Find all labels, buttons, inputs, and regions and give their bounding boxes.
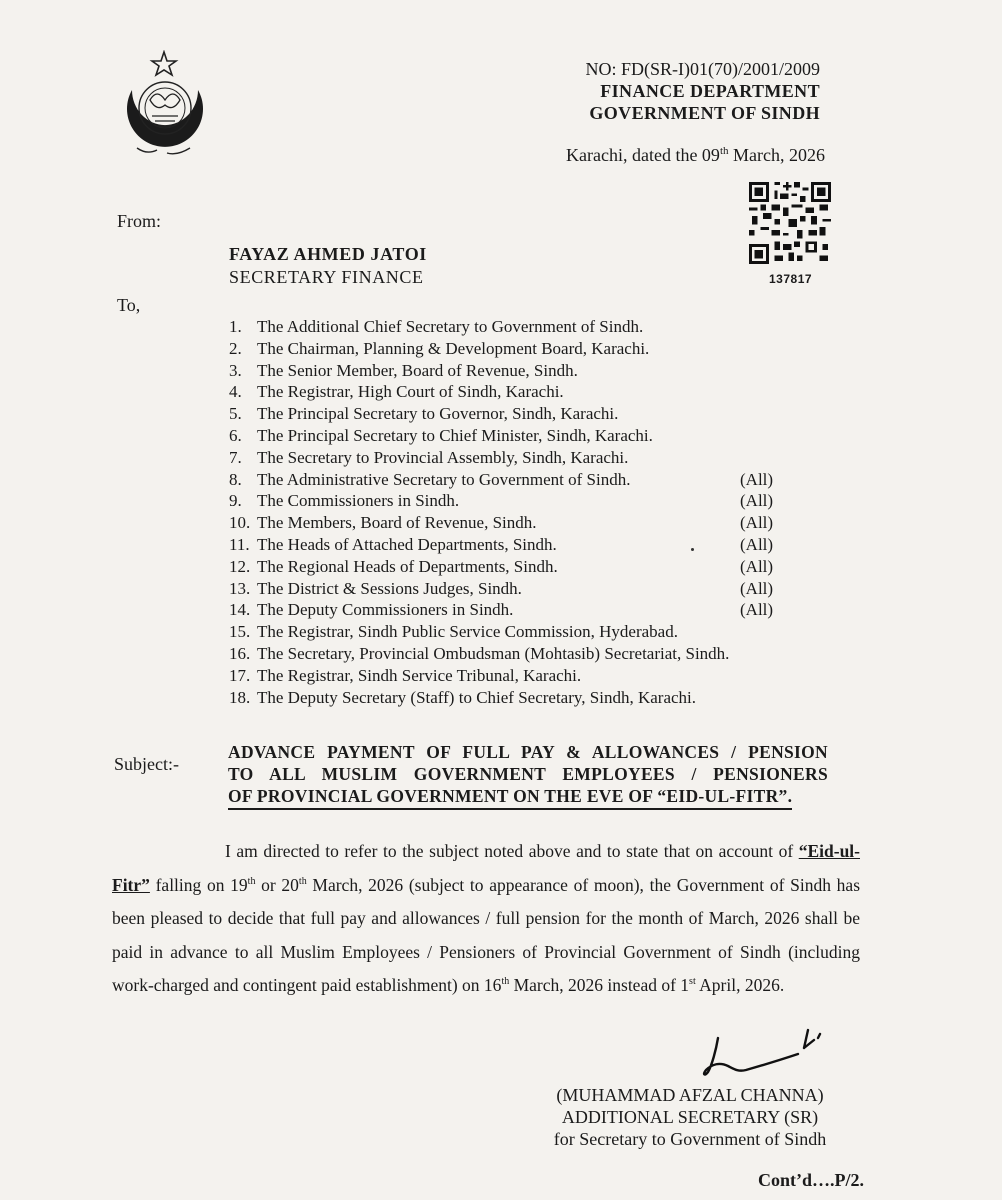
recipient-scope: (All) (740, 491, 774, 511)
recipient-item (229, 666, 789, 688)
recipient-item (229, 361, 789, 383)
letter-header (520, 58, 820, 124)
recipient-text: The Registrar, Sindh Public Service Commission, Hyderabad. (257, 622, 678, 642)
recipient-item (229, 317, 789, 339)
recipient-scope: (All) (740, 578, 774, 598)
recipient-scope: (All) (740, 600, 774, 620)
recipient-text: The Secretary to Provincial Assembly, Sindh, Karachi. (257, 447, 629, 467)
recipient-item (229, 622, 789, 644)
recipient-text: The Principal Secretary to Chief Minister, Sindh, Karachi. (257, 425, 653, 445)
recipient-text: The District & Sessions Judges, Sindh. (257, 578, 522, 598)
recipient-number: 17. (229, 665, 251, 685)
letter-body: I am directed to refer to the subject noted above and to state that on account of “Eid-ul-Fitr” falling on 19th or 20th March, 2026 (subject to appearance of moon), the Government of Sindh has been pleased to decide that full pay and allowances / full pension for the month of March, 2026 shall be paid in advance to all Muslim Employees / Pensioners of Provincial Government of Sindh (including work-charged and contingent paid establishment) on 16th March, 2026 instead of 1st April, 2026. (112, 841, 861, 995)
recipient-text: The Heads of Attached Departments, Sindh. (257, 534, 557, 554)
recipient-text: The Principal Secretary to Governor, Sindh, Karachi. (257, 404, 619, 424)
recipient-number: 15. (229, 622, 251, 642)
recipient-number: 2. (229, 338, 242, 358)
recipient-number: 16. (229, 643, 251, 663)
recipient-number: 10. (229, 513, 251, 533)
subject-line-1: ADVANCE PAYMENT OF FULL PAY & ALLOWANCES / PENSION (228, 742, 828, 762)
recipient-text: The Senior Member, Board of Revenue, Sindh. (257, 360, 578, 380)
recipient-item (229, 382, 789, 404)
recipient-item (229, 600, 789, 622)
subject-line-2: TO ALL MUSLIM GOVERNMENT EMPLOYEES / PENSIONERS (228, 764, 828, 784)
government-name: GOVERNMENT OF SINDH (589, 103, 820, 123)
recipient-number: 1. (229, 317, 242, 336)
signatory-for: for Secretary to Government of Sindh (553, 1129, 827, 1149)
recipient-text: The Deputy Secretary (Staff) to Chief Secretary, Sindh, Karachi. (257, 687, 697, 707)
recipient-item (229, 491, 789, 513)
recipient-item (229, 448, 789, 470)
recipient-scope: (All) (740, 556, 774, 576)
eid-emphasis: “Eid-ul-Fitr” (112, 841, 860, 895)
recipient-item (229, 513, 789, 535)
recipient-item (229, 644, 789, 666)
subject-label: Subject:- (114, 754, 179, 774)
signatory-title: ADDITIONAL SECRETARY (SR) (561, 1107, 819, 1127)
recipient-item (229, 535, 789, 557)
recipient-scope: (All) (740, 513, 774, 533)
recipient-scope: (All) (740, 469, 774, 489)
recipient-number: 12. (229, 556, 251, 576)
recipient-number: 4. (229, 382, 242, 402)
date-line: Karachi, dated the 09th March, 2026 (566, 145, 825, 165)
subject-line-3: OF PROVINCIAL GOVERNMENT ON THE EVE OF “EID-UL-FITR”. (228, 785, 792, 810)
sender-name: FAYAZ AHMED JATOI (229, 244, 427, 264)
recipient-item (229, 339, 789, 361)
recipient-item (229, 557, 789, 579)
recipient-item (229, 404, 789, 426)
department-name: FINANCE DEPARTMENT (600, 81, 820, 101)
signatory-name: (MUHAMMAD AFZAL CHANNA) (556, 1085, 824, 1105)
recipient-number: 6. (229, 425, 242, 445)
recipient-number: 11. (229, 534, 250, 554)
recipient-text: The Deputy Commissioners in Sindh. (257, 600, 514, 620)
recipient-item (229, 470, 789, 492)
recipient-number: 7. (229, 447, 242, 467)
recipient-text: The Administrative Secretary to Government of Sindh. (257, 469, 631, 489)
reference-number: NO: FD(SR-I)01(70)/2001/2009 (585, 59, 820, 79)
to-label: To, (117, 295, 141, 315)
recipient-number: 5. (229, 404, 242, 424)
sindh-government-seal-icon (112, 50, 212, 170)
recipient-text: The Additional Chief Secretary to Government of Sindh. (257, 317, 644, 336)
recipient-text: The Registrar, Sindh Service Tribunal, Karachi. (257, 665, 582, 685)
recipient-text: The Chairman, Planning & Development Board, Karachi. (257, 338, 650, 358)
recipient-number: 8. (229, 469, 242, 489)
sender-title: SECRETARY FINANCE (229, 267, 424, 287)
qr-code-icon (749, 182, 831, 264)
recipient-item (229, 688, 789, 710)
qr-number: 137817 (769, 272, 813, 286)
recipient-item (229, 579, 789, 601)
recipient-number: 9. (229, 491, 242, 511)
signature-icon (690, 1020, 840, 1090)
recipient-number: 18. (229, 687, 251, 707)
recipient-text: The Registrar, High Court of Sindh, Karachi. (257, 382, 564, 402)
continued-note: Cont’d….P/2. (758, 1170, 865, 1190)
recipient-text: The Members, Board of Revenue, Sindh. (257, 513, 537, 533)
recipient-text: The Secretary, Provincial Ombudsman (Mohtasib) Secretariat, Sindh. (257, 643, 730, 663)
recipient-number: 3. (229, 360, 242, 380)
from-label: From: (117, 211, 162, 231)
recipient-number: 13. (229, 578, 251, 598)
recipient-text: The Commissioners in Sindh. (257, 491, 460, 511)
recipient-scope: (All) (740, 534, 774, 554)
sender-block (229, 243, 427, 289)
subject-text (228, 741, 828, 810)
recipient-list (229, 317, 789, 709)
recipient-text: The Regional Heads of Departments, Sindh. (257, 556, 558, 576)
signatory-block (540, 1084, 840, 1150)
recipient-number: 14. (229, 600, 251, 620)
recipient-item (229, 426, 789, 448)
stray-mark (691, 548, 694, 551)
